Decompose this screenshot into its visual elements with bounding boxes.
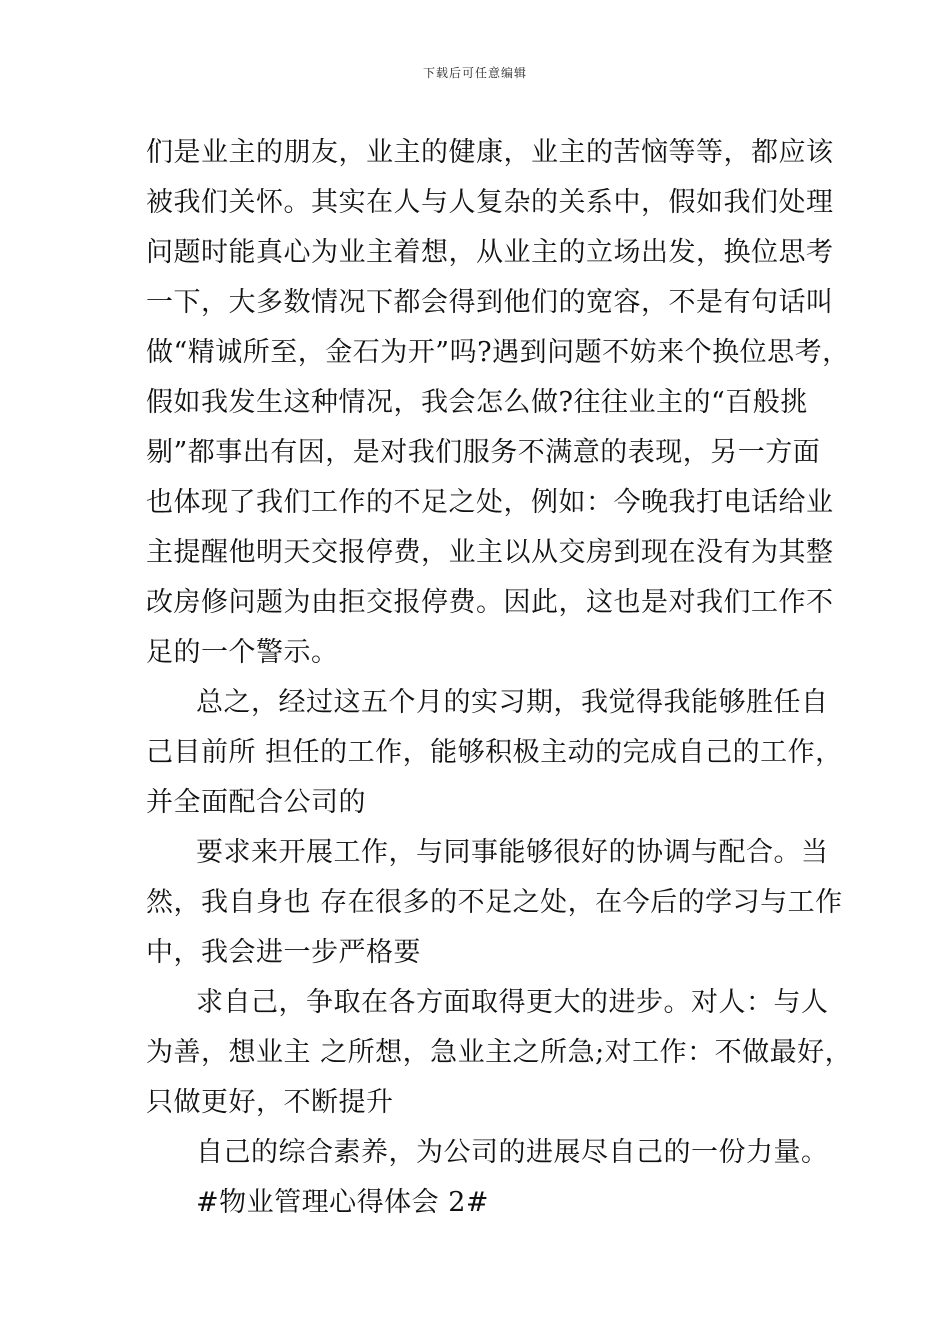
text-line: 为善，想业主 之所想，急业主之所急;对工作：不做最好，: [146, 1037, 853, 1068]
text-line: 主提醒他明天交报停费，业主以从交房到现在没有为其整: [146, 537, 834, 568]
text-line: 己目前所 担任的工作，能够积极主动的完成自己的工作，: [146, 737, 843, 768]
text-line: 假如我发生这种情况，我会怎么做?往往业主的“百般挑: [146, 387, 808, 418]
text-line: 也体现了我们工作的不足之处，例如：今晚我打电话给业: [146, 487, 834, 518]
text-line: 足的一个警示。: [146, 637, 339, 668]
text-line: 然，我自身也 存在很多的不足之处，在今后的学习与工作: [146, 887, 843, 918]
text-line: 改房修问题为由拒交报停费。因此，这也是对我们工作不: [146, 587, 834, 618]
section-heading: #物业管理心得体会 2#: [196, 1187, 490, 1218]
text-line: 只做更好，不断提升: [146, 1087, 394, 1118]
paragraph-start-line: 要求来开展工作，与同事能够很好的协调与配合。当: [196, 837, 829, 868]
paragraph-start-line: 自己的综合素养，为公司的进展尽自己的一份力量。: [196, 1137, 829, 1168]
page-header: 下载后可任意编辑: [422, 66, 527, 80]
paragraph-start-line: 总之，经过这五个月的实习期，我觉得我能够胜任自: [196, 687, 829, 718]
text-line: 中，我会进一步严格要: [146, 937, 421, 968]
text-line: 被我们关怀。其实在人与人复杂的关系中，假如我们处理: [146, 187, 834, 218]
text-line: 一下，大多数情况下都会得到他们的宽容，不是有句话叫: [146, 287, 834, 318]
text-line: 问题时能真心为业主着想，从业主的立场出发，换位思考: [146, 237, 834, 268]
document-body: [146, 128, 853, 1228]
text-line: 做“精诚所至，金石为开”吗?遇到问题不妨来个换位思考，: [146, 337, 850, 368]
text-line: 们是业主的朋友，业主的健康，业主的苦恼等等，都应该: [146, 137, 834, 168]
text-line: 并全面配合公司的: [146, 787, 366, 818]
text-line: 剔”都事出有因，是对我们服务不满意的表现，另一方面: [146, 437, 821, 468]
paragraph-start-line: 求自己，争取在各方面取得更大的进步。对人：与人: [196, 987, 829, 1018]
